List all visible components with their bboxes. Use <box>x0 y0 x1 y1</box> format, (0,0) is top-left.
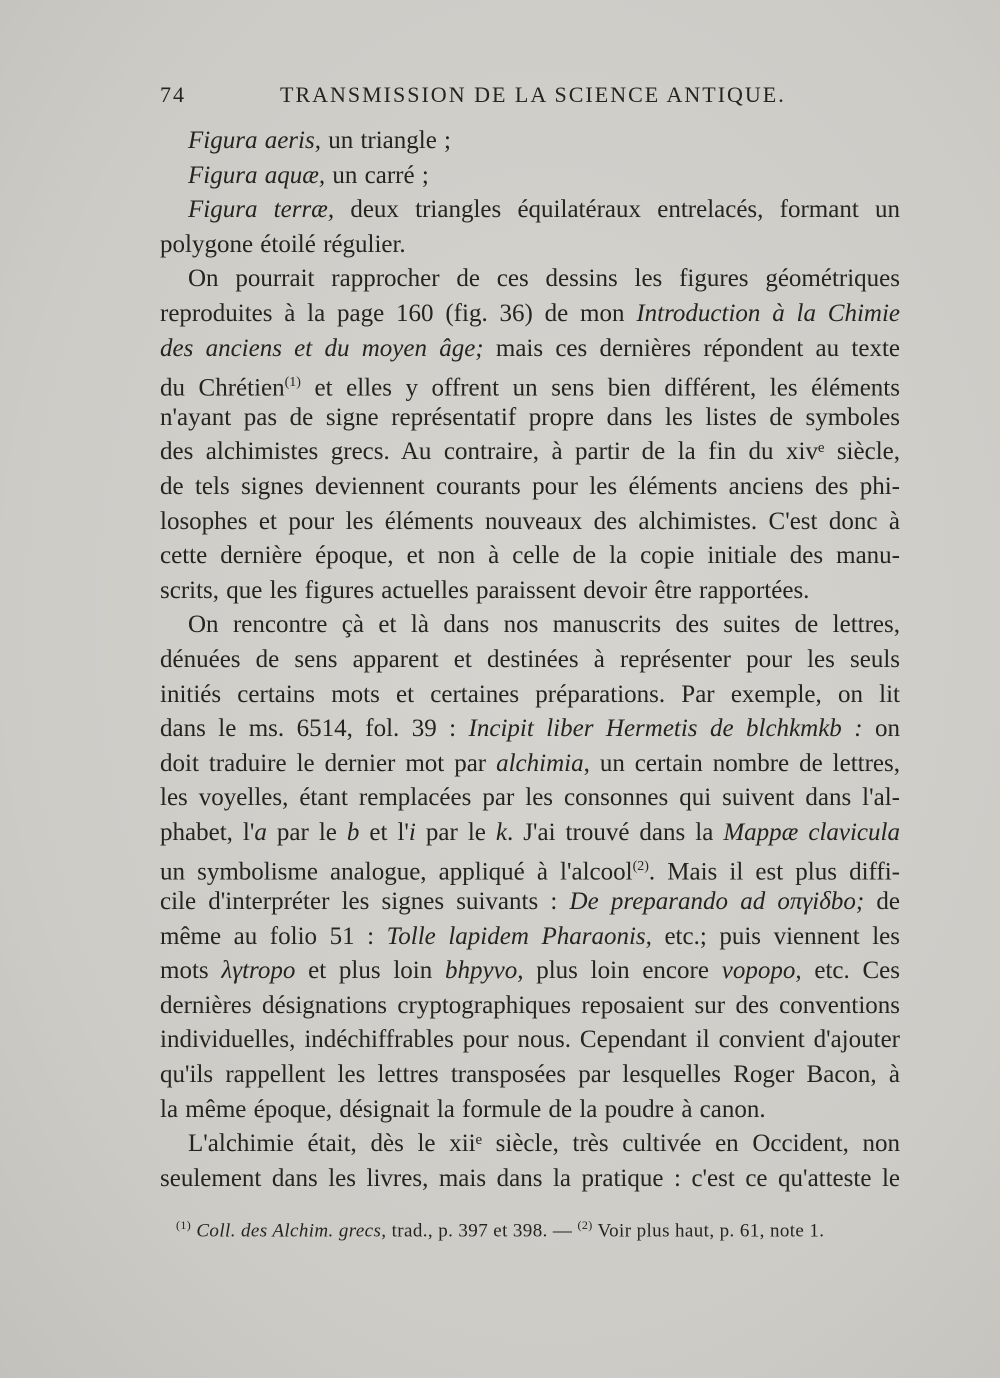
text-line: dénuées de sens apparent et destinées à représenter pour les seuls <box>160 645 900 673</box>
text-line: les voyelles, étant remplacées par les consonnes qui suivent dans l'al- <box>160 784 900 812</box>
text-line: cette dernière époque, et non à celle de la copie initiale des manu- <box>160 542 900 570</box>
text-line: Figura aquæ, un carré ; <box>188 161 429 189</box>
text-line: la même époque, désignait la formule de la poudre à canon. <box>160 1095 766 1123</box>
text-line: n'ayant pas de signe représentatif propre dans les listes de symboles <box>160 403 900 431</box>
text-line: Figura terræ, deux triangles équilatéraux entrelacés, formant un <box>188 196 901 224</box>
text-line: dans le ms. 6514, fol. 39 : Incipit liber Hermetis de blchkmkb : on <box>160 715 900 743</box>
page-header <box>160 82 860 122</box>
text-line: des anciens et du moyen âge; mais ces dernières répondent au texte <box>160 334 900 362</box>
running-title: TRANSMISSION DE LA SCIENCE ANTIQUE. <box>280 82 786 107</box>
text-line: Figura aeris, un triangle ; <box>188 127 452 154</box>
text-line: seulement dans les livres, mais dans la pratique : c'est ce qu'atteste le <box>160 1164 900 1192</box>
footnote-ref-title: Coll. des Alchim. grecs, <box>196 1220 387 1242</box>
text-line: mots λγtropo et plus loin bhpyvo, plus loin encore vopopo, etc. Ces <box>160 957 901 985</box>
text-line: scrits, que les figures actuelles paraissent devoir être rapportées. <box>160 576 810 604</box>
text-line: cile d'interpréter les signes suivants : De preparando ad oπγiδbo; de <box>160 888 900 916</box>
page-number: 74 <box>160 82 186 107</box>
footnote-text: trad., p. 397 et 398. — <box>386 1220 578 1242</box>
footnote-ref: (2) <box>632 859 649 875</box>
text-line: L'alchimie était, dès le xiiᵉ siècle, très cultivée en Occident, non <box>188 1130 900 1158</box>
text-line: polygone étoilé régulier. <box>160 230 406 258</box>
text-line: de tels signes deviennent courants pour les éléments anciens des phi- <box>160 472 900 500</box>
body-text <box>160 124 900 1196</box>
text-line: même au folio 51 : Tolle lapidem Pharaonis, etc.; puis viennent les <box>160 922 900 950</box>
text-line: des alchimistes grecs. Au contraire, à partir de la fin du xivᵉ siècle, <box>160 438 900 466</box>
footnote-ref: (1) <box>284 375 301 391</box>
text-line: reproduites à la page 160 (fig. 36) de mon Introduction à la Chimie <box>160 299 900 327</box>
footnote-text: Voir plus haut, p. 61, note 1. <box>592 1220 825 1242</box>
text-line: dernières désignations cryptographiques reposaient sur des conventions <box>160 991 900 1019</box>
text-line: individuelles, indéchiffrables pour nous. Cependant il convient d'ajouter <box>160 1026 900 1054</box>
text-line: qu'ils rappellent les lettres transposées par lesquelles Roger Bacon, à <box>160 1061 900 1089</box>
text-line: doit traduire le dernier mot par alchimia, un certain nombre de lettres, <box>160 749 900 777</box>
text-line: On pourrait rapprocher de ces dessins les figures géométriques <box>188 265 900 293</box>
footnote-number: (1) <box>176 1218 192 1232</box>
footnote-number: (2) <box>577 1218 593 1232</box>
footnotes <box>176 1218 896 1242</box>
text-line: du Chrétien$^{(1)}$ et elles y offrent un sens bien différent, les éléments <box>160 374 900 402</box>
text-line: On rencontre çà et là dans nos manuscrits des suites de lettres, <box>188 611 900 639</box>
text-line: phabet, l'a par le b et l'i par le k. J'ai trouvé dans la Mappæ clavicula <box>160 818 900 846</box>
text-line: initiés certains mots et certaines préparations. Par exemple, on lit <box>160 680 900 708</box>
text-line: un symbolisme analogue, appliqué à l'alcool$^{(2)}$. Mais il est plus diffi- <box>160 858 900 886</box>
text-line: losophes et pour les éléments nouveaux des alchimistes. C'est donc à <box>160 507 900 535</box>
